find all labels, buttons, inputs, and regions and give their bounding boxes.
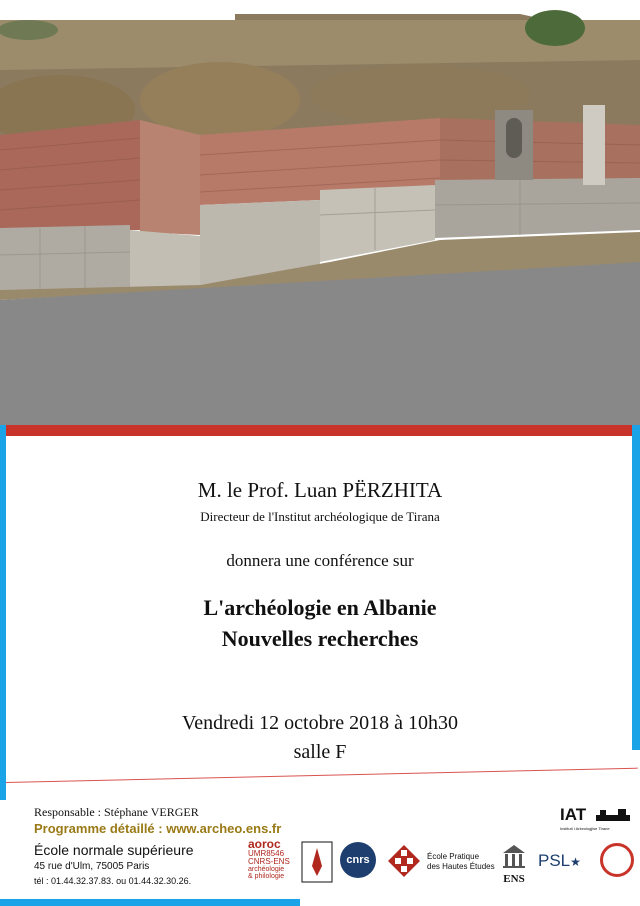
ephe-logo: École Pratique des Hautes Études [387, 842, 497, 882]
speaker-name: M. le Prof. Luan PËRZHITA [197, 478, 443, 502]
red-divider-bar [6, 425, 632, 436]
school-address: 45 rue d'Ulm, 75005 Paris [34, 861, 150, 872]
ruins-photo [0, 0, 640, 425]
cnrs-logo: cnrs [340, 842, 376, 878]
aoroc-logo: aoroc UMR8546 CNRS-ENS archéologie & philologie [248, 838, 340, 890]
iat-logo: IAT Instituti i Arkeologjise Tirane [560, 805, 634, 833]
university-seal-logo [600, 843, 634, 877]
school-name: École normale supérieure [34, 842, 194, 858]
event-room: salle F [293, 741, 347, 763]
responsable-text: Responsable : Stéphane VERGER [34, 805, 199, 819]
lecture-title-line2: Nouvelles recherches [221, 626, 419, 651]
lecture-title-line1: L'archéologie en Albanie [203, 595, 437, 620]
footer-divider [6, 768, 638, 783]
ens-logo: ENS [497, 843, 531, 885]
speaker-role: Directeur de l'Institut archéologique de Tirana [200, 509, 440, 524]
blue-frame-bottom [0, 899, 300, 906]
blue-frame-right [632, 395, 640, 750]
contact-phone: tél : 01.44.32.37.83. ou 01.44.32.30.26. [34, 876, 192, 886]
psl-logo: PSL★ [538, 851, 581, 870]
announcement-text: donnera une conférence sur [226, 551, 414, 570]
event-date: Vendredi 12 octobre 2018 à 10h30 [181, 712, 459, 734]
programme-link[interactable]: Programme détaillé : www.archeo.ens.fr [34, 821, 282, 836]
